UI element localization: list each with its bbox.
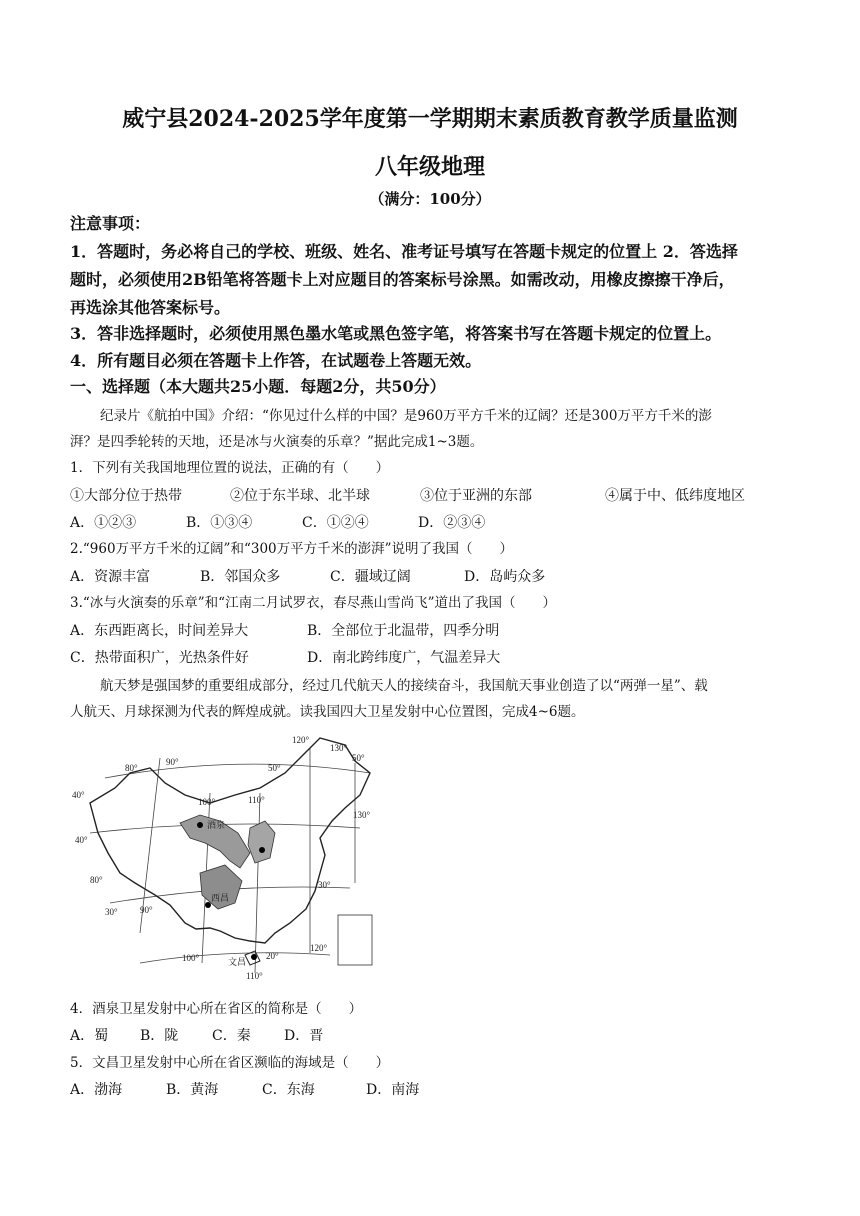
map-label: 酒泉 (207, 820, 226, 830)
q2-option-a: A．资源丰富 (70, 569, 151, 585)
q1-statement: ②位于东半球、北半球 (230, 488, 370, 504)
q5-option-c: C．东海 (262, 1082, 315, 1098)
q1-statements (70, 485, 745, 505)
map-label: 50° (352, 753, 365, 763)
map-label: 90° (140, 905, 153, 915)
map-label: 30° (318, 880, 331, 890)
map-graticule (255, 793, 260, 973)
map-label: 120° (310, 943, 328, 953)
section-heading: 一、选择题（本大题共25小题．每题2分，共50分） (70, 377, 446, 396)
notice-item-1-line-1: 1．答题时，务必将自己的学校、班级、姓名、准考证号填写在答题卡规定的位置上 2．答选择 (70, 242, 738, 261)
q5-options (70, 1079, 419, 1099)
q3-option-b: B．全部位于北温带，四季分明 (307, 623, 500, 639)
q2-option-d: D．岛屿众多 (464, 569, 546, 585)
q1-option-d: D．②③④ (418, 515, 486, 531)
map-label: 130° (353, 810, 371, 820)
map-label: 100° (182, 953, 200, 963)
q3-option-d: D．南北跨纬度广，气温差异大 (307, 650, 501, 666)
q5-option-b: B．黄海 (166, 1082, 219, 1098)
map-label: 80° (125, 763, 138, 773)
q2-options (70, 566, 545, 586)
q1-statement: ①大部分位于热带 (70, 488, 182, 504)
q1-options (70, 512, 485, 532)
map-label: 20° (266, 951, 279, 961)
full-score: （满分：100分） (369, 190, 491, 208)
q2-option-b: B．邻国众多 (200, 569, 281, 585)
notice-item-1-line-2: 题时，必须使用2B铅笔将答题卡上对应题目的答案标号涂黑。如需改动，用橡皮擦擦干净后， (70, 270, 735, 289)
subject-title: 八年级地理 (374, 154, 485, 180)
q1-option-a: A．①②③ (70, 515, 137, 531)
jiuquan-marker (197, 822, 203, 828)
map-label: 120° (292, 735, 310, 745)
q1-statement: ③位于亚洲的东部 (420, 488, 532, 504)
q2-option-c: C．疆域辽阔 (330, 569, 411, 585)
q3-options-row-2 (70, 647, 500, 667)
q5-option-a: A．渤海 (70, 1082, 123, 1098)
notice-item-4: 4．所有题目必须在答题卡上作答，在试题卷上答题无效。 (70, 351, 482, 370)
taiyuan-marker (259, 847, 265, 853)
map-label: 40° (72, 790, 85, 800)
map-label: 130° (330, 743, 348, 753)
china-satellite-launch-map (70, 733, 380, 985)
q4-option-d: D．晋 (284, 1028, 324, 1044)
map-label: 110° (246, 971, 263, 981)
q2-stem: 2.“960万平方千米的辽阔”和“300万平方千米的澎湃”说明了我国（ ） (70, 541, 514, 557)
map-label: 90° (166, 757, 179, 767)
q1-statement: ④属于中、低纬度地区 (605, 488, 745, 504)
map-label: 文昌 (228, 957, 247, 967)
q4-option-b: B．陇 (140, 1028, 179, 1044)
notice-heading: 注意事项： (70, 214, 151, 233)
q5-stem: 5．文昌卫星发射中心所在省区濒临的海域是（ ） (70, 1055, 390, 1071)
q1-option-b: B．①③④ (186, 515, 253, 531)
q1-option-c: C．①②④ (302, 515, 369, 531)
q4-option-c: C．秦 (212, 1028, 251, 1044)
q3-options-row-1 (70, 620, 499, 640)
map-label: 西昌 (211, 893, 230, 903)
intro-1-line-1: 纪录片《航拍中国》介绍：“你见过什么样的中国？是960万平方千米的辽阔？还是300万平方千米的澎 (100, 408, 712, 424)
q3-option-c: C．热带面积广，光热条件好 (70, 650, 249, 666)
notice-item-1-line-3: 再选涂其他答案标号。 (70, 298, 231, 317)
south-sea-inset (338, 915, 372, 965)
map-label: 40° (75, 835, 88, 845)
q3-option-a: A．东西距离长，时间差异大 (70, 623, 249, 639)
q3-stem: 3.“冰与火演奏的乐章”和“江南二月试罗衣，春尽燕山雪尚飞”道出了我国（ ） (70, 595, 556, 611)
intro-2-line-2: 人航天、月球探测为代表的辉煌成就。读我国四大卫星发射中心位置图，完成4~6题。 (70, 704, 585, 720)
exam-title: 威宁县2024-2025学年度第一学期期末素质教育教学质量监测 (122, 106, 738, 132)
province-highlight (248, 821, 275, 863)
map-label: 110° (248, 795, 265, 805)
wenchang-marker (251, 954, 257, 960)
q4-stem: 4．酒泉卫星发射中心所在省区的简称是（ ） (70, 1001, 363, 1017)
q4-options (70, 1025, 323, 1045)
notice-item-3: 3．答非选择题时，必须使用黑色墨水笔或黑色签字笔，将答案书写在答题卡规定的位置上。 (70, 324, 722, 343)
map-label: 50° (268, 763, 281, 773)
intro-2-line-1: 航天梦是强国梦的重要组成部分，经过几代航天人的接续奋斗，我国航天事业创造了以“两弹一星”、载 (100, 678, 708, 694)
map-label: 80° (90, 875, 103, 885)
map-label: 30° (105, 907, 118, 917)
intro-1-line-2: 湃？是四季轮转的天地，还是冰与火演奏的乐章？”据此完成1~3题。 (70, 434, 484, 450)
q4-option-a: A．蜀 (70, 1028, 109, 1044)
map-label: 100° (198, 797, 216, 807)
map-graticule (105, 764, 370, 778)
q1-stem: 1．下列有关我国地理位置的说法，正确的有（ ） (70, 460, 390, 476)
q5-option-d: D．南海 (366, 1082, 420, 1098)
